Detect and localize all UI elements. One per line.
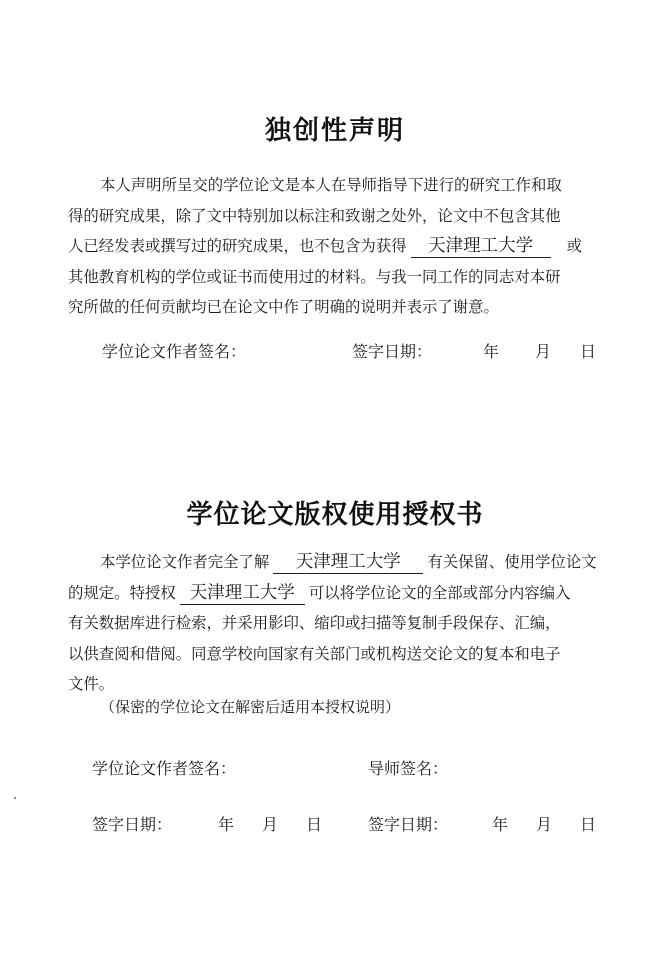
declaration-line-3-text: 人已经发表或撰写过的研究成果，也不包含为获得 — [68, 237, 407, 255]
advisor-day-label: 日 — [580, 815, 597, 834]
authorization-line-1 — [68, 547, 614, 578]
authorization-line-1-text: 本学位论文作者完全了解 — [100, 553, 270, 571]
declaration-paragraph — [68, 170, 614, 323]
declaration-line-3 — [68, 231, 614, 262]
author-date-label: 签字日期： — [92, 815, 173, 834]
declaration-year-label: 年 — [483, 342, 500, 361]
authorization-line-5: 文件。 — [68, 675, 115, 693]
declaration-date-label: 签字日期： — [352, 342, 433, 361]
author-year-label: 年 — [218, 815, 235, 834]
declaration-title: 独创性声明 — [264, 116, 405, 146]
university-name-field-1: 天津理工大学 — [273, 551, 423, 574]
confidential-note: （保密的学位论文在解密后适用本授权说明） — [100, 698, 401, 716]
authorization-line-1-tail: 有关保留、使用学位论文 — [427, 553, 597, 571]
advisor-date-label: 签字日期： — [368, 815, 449, 834]
declaration-month-label: 月 — [535, 342, 552, 361]
authorization-line-4: 以供查阅和借阅。同意学校向国家有关部门或机构送交论文的复本和电子 — [68, 644, 561, 663]
advisor-year-label: 年 — [492, 815, 509, 834]
authorization-title: 学位论文版权使用授权书 — [186, 500, 484, 530]
author-month-label: 月 — [262, 815, 279, 834]
university-name-field-2: 天津理工大学 — [180, 582, 305, 605]
declaration-day-label: 日 — [580, 342, 597, 361]
declaration-line-4: 其他教育机构的学位或证书而使用过的材料。与我一同工作的同志对本研 — [68, 267, 561, 286]
declaration-line-2: 得的研究成果，除了文中特别加以标注和致谢之处外，论文中不包含其他 — [68, 206, 561, 225]
scan-speck — [14, 797, 16, 799]
declaration-line-1: 本人声明所呈交的学位论文是本人在导师指导下进行的研究工作和取 — [100, 176, 562, 194]
authorization-line-2-text: 的规定。特授权 — [68, 583, 176, 602]
authorization-line-2 — [68, 578, 614, 609]
declaration-line-5: 究所做的任何贡献均已在论文中作了明确的说明并表示了谢意。 — [68, 298, 499, 316]
advisor-month-label: 月 — [536, 815, 553, 834]
advisor-signature-label: 导师签名： — [368, 759, 449, 778]
authorization-author-signature-label: 学位论文作者签名： — [92, 759, 237, 778]
university-name-field: 天津理工大学 — [411, 235, 551, 258]
authorization-line-3: 有关数据库进行检索，并采用影印、缩印或扫描等复制手段保存、汇编， — [68, 614, 561, 632]
declaration-author-signature-label: 学位论文作者签名： — [102, 342, 247, 361]
authorization-line-2-tail: 可以将学位论文的全部或部分内容编入 — [308, 583, 571, 602]
authorization-paragraph — [68, 547, 614, 700]
declaration-line-3-tail: 或 — [566, 237, 583, 255]
author-day-label: 日 — [306, 815, 323, 834]
